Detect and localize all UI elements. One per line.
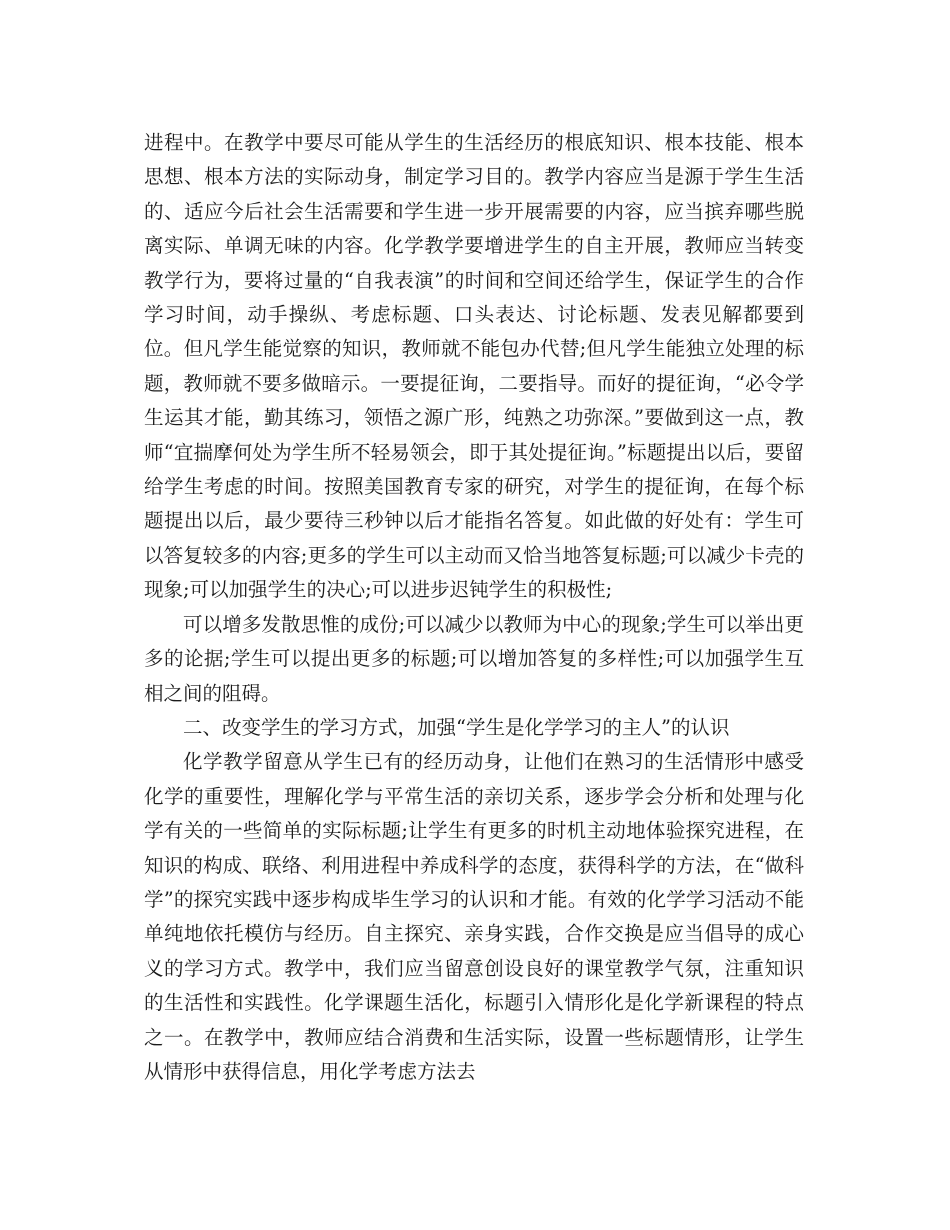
paragraph-learning-methods: 化学教学留意从学生已有的经历动身，让他们在熟习的生活情形中感受化学的重要性，理解化学与平常生活的亲切关系，逐步学会分析和处理与化学有关的一些简单的实际标题;让学生有更多的时机主动地体验探究进程，在知识的构成、联络、利用进程中养成科学的态度，获得科学的方法，在“做科学”的探究实践中逐步构成毕生学习的认识和才能。有效的化学学习活动不能单纯地依托模仿与经历。自主探究、亲身实践，合作交换是应当倡导的成心义的学习方式。教学中，我们应当留意创设良好的课堂教学气氛，注重知识的生活性和实践性。化学课题生活化，标题引入情形化是化学新课程的特点之一。在教学中，教师应结合消费和生活实际，设置一些标题情形，让学生从情形中获得信息，用化学考虑方法去 [144, 750, 804, 1083]
paragraph-divergent-thinking: 可以增多发散思惟的成份;可以减少以教师为中心的现象;学生可以举出更多的论据;学生可以提出更多的标题;可以增加答复的多样性;可以加强学生互相之间的阻碍。 [144, 612, 804, 705]
section-heading: 二、改变学生的学习方式，加强“学生是化学学习的主人”的认识 [183, 715, 730, 739]
document-body [144, 126, 804, 1089]
paragraph-continuation: 进程中。在教学中要尽可能从学生的生活经历的根底知识、根本技能、根本思想、根本方法的实际动身，制定学习目的。教学内容应当是源于学生生活的、适应今后社会生活需要和学生进一步开展需要的内容，应当摈弃哪些脱离实际、单调无味的内容。化学教学要增进学生的自主开展，教师应当转变教学行为，要将过量的“自我表演”的时间和空间还给学生，保证学生的合作学习时间，动手操纵、考虑标题、口头表达、讨论标题、发表见解都要到位。但凡学生能觉察的知识，教师就不能包办代替;但凡学生能独立处理的标题，教师就不要多做暗示。一要提征询，二要指导。而好的提征询，“必令学生运其才能，勤其练习，领悟之源广形，纯熟之功弥深。”要做到这一点，教师“宜揣摩何处为学生所不轻易领会，即于其处提征询。”标题提出以后，要留给学生考虑的时间。按照美国教育专家的研究，对学生的提征询，在每个标题提出以后，最少要待三秒钟以后才能指名答复。如此做的好处有：学生可以答复较多的内容;更多的学生可以主动而又恰当地答复标题;可以减少卡壳的现象;可以加强学生的决心;可以进步迟钝学生的积极性; [144, 131, 804, 602]
